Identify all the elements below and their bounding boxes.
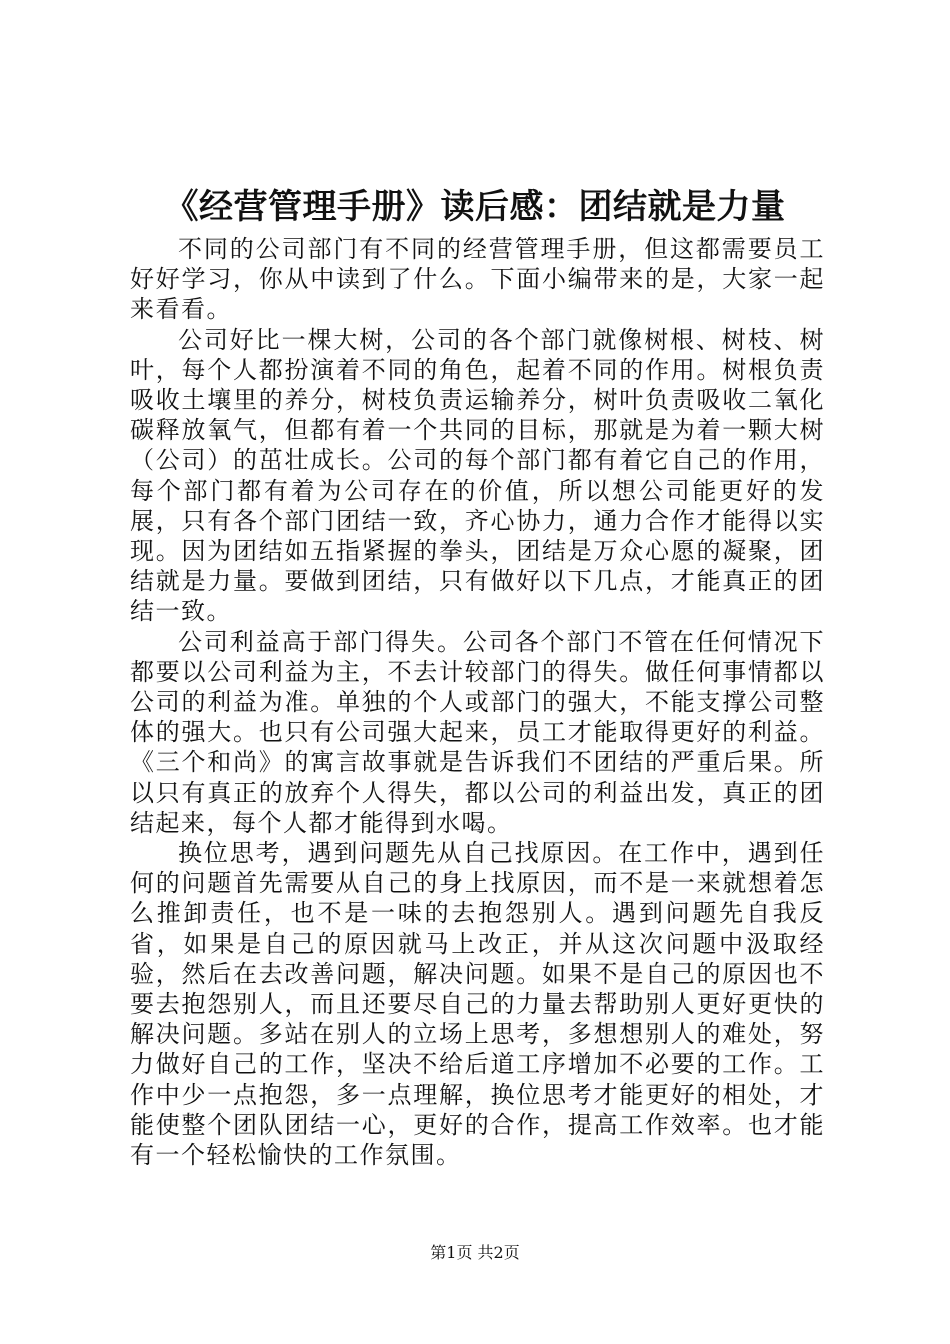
paragraph-tree-metaphor: 公司好比一棵大树，公司的各个部门就像树根、树枝、树叶，每个人都扮演着不同的角色，起着不同的作用。树根负责吸收土壤里的养分，树枝负责运输养分，树叶负责吸收二氧化碳释放氧气，但都有着一个共同的目标，那就是为着一颗大树（公司）的茁壮成长。公司的每个部门都有着它自己的作用，每个部门都有着为公司存在的价值，所以想公司能更好的发展，只有各个部门团结一致，齐心协力，通力合作才能得以实现。因为团结如五指紧握的拳头，团结是万众心愿的凝聚，团结就是力量。要做到团结，只有做好以下几点，才能真正的团结一致。 — [130, 325, 825, 626]
paragraph-intro: 不同的公司部门有不同的经营管理手册，但这都需要员工好好学习，你从中读到了什么。下面小编带来的是，大家一起来看看。 — [130, 235, 825, 324]
document-title: 《经营管理手册》读后感：团结就是力量 — [164, 187, 786, 227]
paragraph-company-interest: 公司利益高于部门得失。公司各个部门不管在任何情况下都要以公司利益为主，不去计较部门的得失。做任何事情都以公司的利益为准。单独的个人或部门的强大，不能支撑公司整体的强大。也只有公司强大起来，员工才能取得更好的利益。《三个和尚》的寓言故事就是告诉我们不团结的严重后果。所以只有真正的放弃个人得失，都以公司的利益出发，真正的团结起来，每个人都才能得到水喝。 — [130, 627, 825, 837]
paragraph-perspective-taking: 换位思考，遇到问题先从自己找原因。在工作中，遇到任何的问题首先需要从自己的身上找原因，而不是一来就想着怎么推卸责任，也不是一味的去抱怨别人。遇到问题先自我反省，如果是自己的原因就马上改正，并从这次问题中汲取经验，然后在去改善问题，解决问题。如果不是自己的原因也不要去抱怨别人，而且还要尽自己的力量去帮助别人更好更快的解决问题。多站在别人的立场上思考，多想想别人的难处，努力做好自己的工作，坚决不给后道工序增加不必要的工作。工作中少一点抱怨，多一点理解，换位思考才能更好的相处，才能使整个团队团结一心，更好的合作，提高工作效率。也才能有一个轻松愉快的工作氛围。 — [130, 839, 825, 1170]
page-number-footer: 第1页 共2页 — [430, 1243, 520, 1262]
document-body — [130, 234, 825, 1170]
